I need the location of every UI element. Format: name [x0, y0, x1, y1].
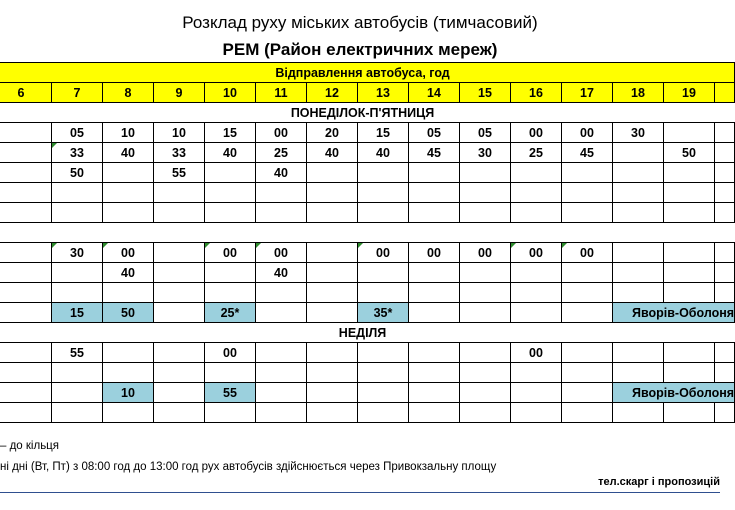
time-cell: 00 — [256, 123, 307, 143]
time-cell — [409, 163, 460, 183]
time-cell — [358, 383, 409, 403]
time-cell — [358, 263, 409, 283]
empty-cell — [205, 403, 256, 423]
time-cell — [511, 303, 562, 323]
section-gap — [0, 223, 735, 243]
empty-cell — [205, 283, 256, 303]
empty-cell — [205, 203, 256, 223]
time-cell: 55 — [52, 343, 103, 363]
empty-cell — [460, 203, 511, 223]
time-cell: 33 — [52, 143, 103, 163]
empty-cell — [613, 283, 664, 303]
empty-cell — [256, 203, 307, 223]
empty-cell — [0, 283, 52, 303]
time-cell — [715, 263, 735, 283]
empty-cell — [511, 183, 562, 203]
time-cell — [409, 343, 460, 363]
empty-cell — [613, 403, 664, 423]
empty-cell — [562, 403, 613, 423]
empty-cell — [358, 203, 409, 223]
time-cell — [205, 163, 256, 183]
empty-cell — [103, 363, 154, 383]
table-row — [0, 163, 735, 183]
empty-cell — [256, 363, 307, 383]
table-row — [0, 383, 735, 403]
empty-cell — [511, 203, 562, 223]
table-row — [0, 303, 735, 323]
departure-header: Відправлення автобуса, год — [0, 63, 735, 83]
time-cell — [0, 263, 52, 283]
empty-cell — [562, 283, 613, 303]
time-cell: 33 — [154, 143, 205, 163]
empty-cell — [664, 283, 715, 303]
time-cell: 45 — [562, 143, 613, 163]
time-cell: 10 — [154, 123, 205, 143]
empty-cell — [409, 283, 460, 303]
empty-cell — [154, 203, 205, 223]
time-cell: 20 — [307, 123, 358, 143]
time-cell — [0, 383, 52, 403]
hour-header: 11 — [256, 83, 307, 103]
empty-cell — [52, 283, 103, 303]
empty-cell — [562, 183, 613, 203]
empty-cell — [460, 403, 511, 423]
note-contact: тел.скарг і пропозицій — [598, 476, 720, 488]
time-cell — [0, 243, 52, 263]
divider-line — [0, 492, 720, 493]
time-cell: 40 — [358, 143, 409, 163]
time-cell: 00 — [358, 243, 409, 263]
empty-cell — [715, 403, 735, 423]
time-cell — [715, 163, 735, 183]
table-row — [0, 263, 735, 283]
time-cell — [664, 263, 715, 283]
time-cell — [154, 303, 205, 323]
empty-cell — [256, 283, 307, 303]
time-cell: 25 — [256, 143, 307, 163]
time-cell: 00 — [511, 343, 562, 363]
time-cell: 15 — [358, 123, 409, 143]
time-cell: 40 — [256, 263, 307, 283]
time-cell — [613, 263, 664, 283]
time-cell — [0, 123, 52, 143]
table-row — [0, 363, 735, 383]
time-cell — [103, 343, 154, 363]
cell-marker — [52, 143, 57, 148]
empty-cell — [0, 183, 52, 203]
hour-header: 19 — [664, 83, 715, 103]
empty-cell — [103, 283, 154, 303]
schedule-title: Розклад руху міських автобусів (тимчасовий) — [182, 13, 538, 32]
hour-header: 7 — [52, 83, 103, 103]
empty-cell — [613, 203, 664, 223]
time-cell — [664, 343, 715, 363]
empty-cell — [307, 363, 358, 383]
empty-cell — [562, 363, 613, 383]
time-cell: 30 — [52, 243, 103, 263]
section-weekdays: ПОНЕДІЛОК-П'ЯТНИЦЯ — [0, 103, 735, 123]
hour-header: 13 — [358, 83, 409, 103]
empty-cell — [0, 403, 52, 423]
time-cell: 40 — [103, 143, 154, 163]
time-cell — [52, 383, 103, 403]
time-cell: 40 — [256, 163, 307, 183]
hour-header: 15 — [460, 83, 511, 103]
note-days: ні дні (Вт, Пт) з 08:00 год до 13:00 год рух автобусів здійснюється через Привокзальну площу — [0, 461, 497, 473]
time-cell — [715, 343, 735, 363]
time-cell: 50 — [664, 143, 715, 163]
table-row — [0, 123, 735, 143]
empty-cell — [613, 183, 664, 203]
empty-cell — [52, 363, 103, 383]
time-cell: 00 — [460, 243, 511, 263]
empty-cell — [715, 203, 735, 223]
empty-cell — [511, 283, 562, 303]
route-label-cell: Яворів-Оболоня — [613, 303, 735, 323]
time-cell: 50 — [52, 163, 103, 183]
time-cell — [613, 343, 664, 363]
note-ring: – до кільця — [0, 440, 59, 452]
time-cell — [256, 383, 307, 403]
time-cell — [460, 263, 511, 283]
hour-header: 8 — [103, 83, 154, 103]
empty-cell — [358, 183, 409, 203]
hour-header: 9 — [154, 83, 205, 103]
time-cell — [0, 163, 52, 183]
time-cell — [256, 343, 307, 363]
empty-cell — [52, 403, 103, 423]
empty-cell — [307, 183, 358, 203]
empty-cell — [664, 403, 715, 423]
hour-header: 14 — [409, 83, 460, 103]
table-row — [0, 243, 735, 263]
time-cell — [52, 263, 103, 283]
time-cell — [307, 243, 358, 263]
empty-cell — [154, 183, 205, 203]
time-cell — [358, 163, 409, 183]
time-cell: 00 — [511, 243, 562, 263]
empty-cell — [409, 203, 460, 223]
time-cell — [613, 143, 664, 163]
empty-cell — [256, 183, 307, 203]
empty-cell — [307, 403, 358, 423]
time-cell — [562, 263, 613, 283]
schedule-subtitle: РЕМ (Район електричних мереж) — [222, 40, 498, 59]
time-cell — [613, 243, 664, 263]
time-cell: 55 — [154, 163, 205, 183]
time-cell — [0, 343, 52, 363]
time-cell: 55 — [205, 383, 256, 403]
time-cell: 05 — [460, 123, 511, 143]
empty-cell — [0, 203, 52, 223]
time-cell: 45 — [409, 143, 460, 163]
time-cell — [562, 163, 613, 183]
cell-marker — [511, 243, 516, 248]
time-cell: 00 — [103, 243, 154, 263]
empty-cell — [358, 283, 409, 303]
time-cell — [460, 383, 511, 403]
time-cell — [511, 163, 562, 183]
empty-cell — [664, 363, 715, 383]
time-cell: 40 — [103, 263, 154, 283]
hour-header: 6 — [0, 83, 52, 103]
time-cell: 30 — [613, 123, 664, 143]
table-row — [0, 183, 735, 203]
time-cell: 10 — [103, 383, 154, 403]
time-cell — [715, 123, 735, 143]
cell-marker — [103, 243, 108, 248]
hour-header: 17 — [562, 83, 613, 103]
hour-header: 12 — [307, 83, 358, 103]
table-row — [0, 283, 735, 303]
time-cell: 15 — [52, 303, 103, 323]
hour-header: 18 — [613, 83, 664, 103]
table-row — [0, 203, 735, 223]
time-cell: 10 — [103, 123, 154, 143]
time-cell — [256, 303, 307, 323]
time-cell: 25* — [205, 303, 256, 323]
empty-cell — [613, 363, 664, 383]
cell-marker — [256, 243, 261, 248]
time-cell — [715, 243, 735, 263]
empty-cell — [511, 363, 562, 383]
time-cell: 00 — [409, 243, 460, 263]
cell-marker — [52, 243, 57, 248]
empty-cell — [154, 403, 205, 423]
empty-cell — [307, 203, 358, 223]
time-cell — [307, 383, 358, 403]
time-cell — [511, 383, 562, 403]
time-cell — [307, 263, 358, 283]
table-row — [0, 403, 735, 423]
hour-header: 10 — [205, 83, 256, 103]
time-cell — [103, 163, 154, 183]
time-cell — [154, 383, 205, 403]
time-cell: 00 — [562, 243, 613, 263]
empty-cell — [52, 203, 103, 223]
time-cell: 30 — [460, 143, 511, 163]
cell-marker — [205, 243, 210, 248]
time-cell — [154, 243, 205, 263]
time-cell — [562, 383, 613, 403]
empty-cell — [460, 183, 511, 203]
time-cell — [664, 123, 715, 143]
time-cell — [409, 263, 460, 283]
time-cell — [511, 263, 562, 283]
time-cell — [460, 163, 511, 183]
time-cell: 00 — [511, 123, 562, 143]
time-cell: 25 — [511, 143, 562, 163]
empty-cell — [205, 183, 256, 203]
empty-cell — [154, 363, 205, 383]
time-cell — [460, 303, 511, 323]
empty-cell — [409, 183, 460, 203]
empty-cell — [307, 283, 358, 303]
empty-cell — [664, 203, 715, 223]
empty-cell — [511, 403, 562, 423]
empty-cell — [664, 183, 715, 203]
time-cell: 00 — [256, 243, 307, 263]
time-cell — [715, 143, 735, 163]
time-cell — [307, 343, 358, 363]
time-cell — [0, 303, 52, 323]
empty-cell — [103, 403, 154, 423]
time-cell: 00 — [205, 243, 256, 263]
cell-marker — [562, 243, 567, 248]
empty-cell — [205, 363, 256, 383]
time-cell — [307, 303, 358, 323]
empty-cell — [715, 363, 735, 383]
time-cell — [154, 343, 205, 363]
hours-row — [0, 83, 735, 103]
time-cell: 40 — [307, 143, 358, 163]
section-sunday: НЕДІЛЯ — [0, 323, 735, 343]
empty-cell — [460, 283, 511, 303]
time-cell: 50 — [103, 303, 154, 323]
time-cell — [562, 343, 613, 363]
time-cell — [613, 163, 664, 183]
empty-cell — [0, 363, 52, 383]
time-cell: 05 — [52, 123, 103, 143]
hour-header — [715, 83, 735, 103]
empty-cell — [409, 403, 460, 423]
time-cell: 00 — [562, 123, 613, 143]
time-cell — [154, 263, 205, 283]
time-cell: 00 — [205, 343, 256, 363]
hour-header: 16 — [511, 83, 562, 103]
empty-cell — [715, 283, 735, 303]
empty-cell — [358, 403, 409, 423]
empty-cell — [715, 183, 735, 203]
time-cell — [460, 343, 511, 363]
table-row — [0, 143, 735, 163]
cell-marker — [358, 243, 363, 248]
time-cell — [358, 343, 409, 363]
time-cell: 15 — [205, 123, 256, 143]
time-cell: 35* — [358, 303, 409, 323]
time-cell — [664, 163, 715, 183]
time-cell — [409, 303, 460, 323]
empty-cell — [358, 363, 409, 383]
time-cell — [307, 163, 358, 183]
empty-cell — [256, 403, 307, 423]
time-cell — [0, 143, 52, 163]
table-row — [0, 343, 735, 363]
time-cell — [664, 243, 715, 263]
empty-cell — [103, 203, 154, 223]
schedule-table — [0, 62, 735, 423]
time-cell — [205, 263, 256, 283]
empty-cell — [460, 363, 511, 383]
time-cell: 05 — [409, 123, 460, 143]
empty-cell — [52, 183, 103, 203]
empty-cell — [154, 283, 205, 303]
time-cell: 40 — [205, 143, 256, 163]
empty-cell — [562, 203, 613, 223]
route-label-cell: Яворів-Оболоня — [613, 383, 735, 403]
empty-cell — [103, 183, 154, 203]
time-cell — [562, 303, 613, 323]
time-cell — [409, 383, 460, 403]
empty-cell — [409, 363, 460, 383]
